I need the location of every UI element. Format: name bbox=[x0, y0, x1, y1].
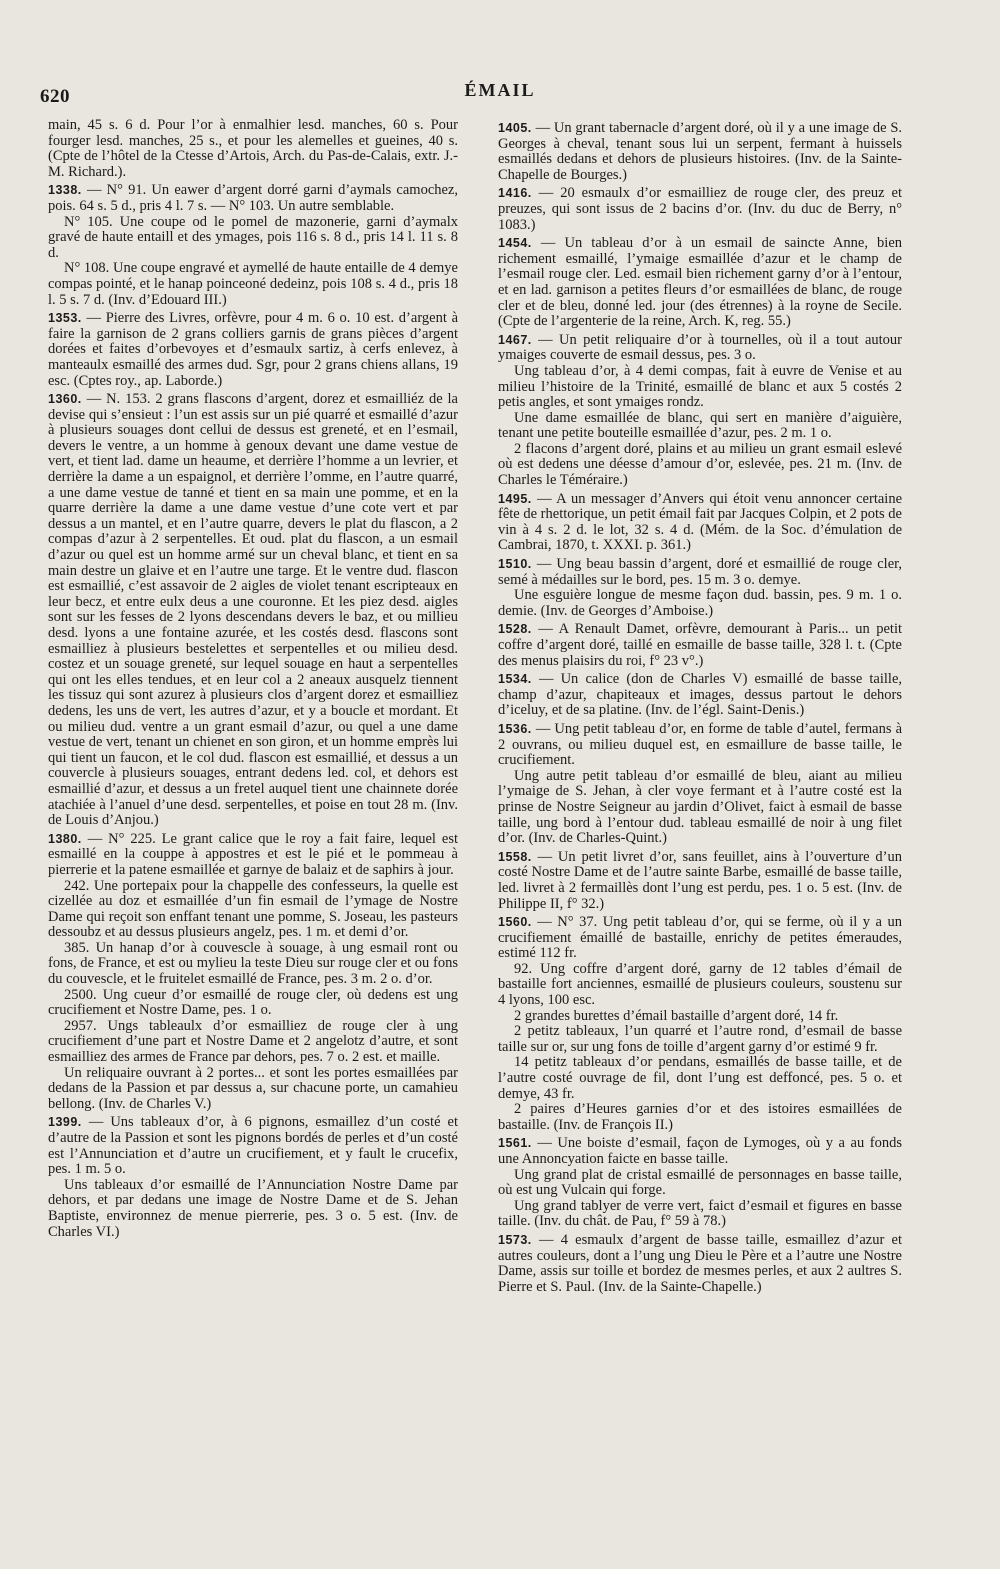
entry-year: 1561. bbox=[498, 1136, 532, 1151]
left-column bbox=[48, 118, 458, 1240]
running-title: ÉMAIL bbox=[464, 80, 536, 100]
entry-year: 1399. bbox=[48, 1115, 82, 1130]
entry-year: 1510. bbox=[498, 557, 532, 572]
entry-paragraph bbox=[498, 1102, 902, 1133]
entry-text: 2 grandes burettes d’émail bastaille d’argent doré, 14 fr. bbox=[514, 1007, 839, 1024]
entry-year: 1467. bbox=[498, 332, 532, 347]
entry-text: — 4 esmaulx d’argent de basse taille, esmaillez d’azur et autres couleurs, dont a l’ung ung Dieu le Père et a l’autre une Nostre Dame, assis sur toille et bordez de mesmes perles, et aux 2 aultres S. Pierre et S. Paul. (Inv. de la Sainte-Chapelle.) bbox=[498, 1231, 902, 1295]
entry-text: Une esguière longue de mesme façon dud. bassin, pes. 9 m. 1 o. demie. (Inv. de Georges d’Amboise.) bbox=[498, 587, 902, 619]
entry-text: Uns tableaux d’or esmaillé de l’Annunciation Nostre Dame par dehors, et par dedans une image de Nostre Dame et de S. Jehan Baptiste, environnez de menue pierrerie, pes. 3 o. 5 est. (Inv. de Charles VI.) bbox=[48, 1176, 458, 1240]
dated-entry bbox=[48, 311, 458, 389]
dated-entry bbox=[498, 121, 902, 183]
entry-paragraph bbox=[498, 962, 902, 1009]
entry-year: 1528. bbox=[498, 622, 532, 637]
entry-text: — N. 153. 2 grans flascons d’argent, dorez et esmailliéz de la devise qui s’ensieut : l’un est assis sur un pié quarré et esmaillé d’azur à plusieurs souages dont cellui de dessus est greneté, et en l’esmail, devers le ventre, a un homme à genoux devant une dame vestue de vert, et tient lad. dame un heaume, et derrière l’homme a un levrier, et derrière la dame a un espaignol, et derrière l’omme, en l’autre quarré, a une dame vestue de tanné et tient en sa main une pomme, et en la quarre derrière la dame a une dame vestue d’une cote vert et par dessus a un mantel, et en l’autre quarre, devers le plat du flascon, a 2 compas d’azur à 2 serpentelles. Et oud. plat du flascon, a un esmail d’azur ou quel est un homme armé sur un cheval blanc, et tient en sa main destre un glaive et en l’autre une targe. Et le ventre dud. flascon est esmaillié, c’est assavoir de 2 aigles de violet tenant escripteaux en leur becz, et entre eulx deus a une couronne. Et les piez desd. aigles sont sur les fesses de 2 lyons descendans devers le baz, et ou millieu desd. lyons a une fontaine azurée, et les costés desd. flascons sont esmailliez à plusieurs bestelettes et serpentelles et ou milieu desd. costez et un souage greneté, sur lequel souage en haut a serpentelles qui ont les elles tendues, et en leur col a 2 aneaux ausquelz tiennent les tissuz qui sont azurez à plusieurs clos d’argent dorez et esmailliez dedens, les uns de vert, les autres d’azur, et y a boucle et mordant. Et ou milieu dud. ventre a un grant esmail d’azur, ou quel a une dame vestue de vert, tenant un chienet en son giron, et un homme emprès lui qui tient un faucon, et le col dud. flascon est esmaillié, et dessus a un couvercle à plusieurs souages, entrant dedens led. col, et dehors est esmaillié d’azur, et dessus a un fretel auquel tient une chainnete dorée atachiée à l’anuel d’une desd. serpentelles, et poise en tout 28 m. (Inv. de Louis d’Anjou.) bbox=[48, 391, 458, 829]
dated-entry bbox=[498, 557, 902, 588]
entry-paragraph bbox=[48, 215, 458, 262]
entry-text: 2500. Ung cueur d’or esmaillé de rouge cler, où dedens est ung crucifiement et Nostre Dame, pes. 1 o. bbox=[48, 986, 458, 1019]
entry-paragraph bbox=[498, 1024, 902, 1055]
right-column bbox=[498, 118, 902, 1295]
dated-entry bbox=[498, 236, 902, 330]
dated-entry bbox=[498, 492, 902, 554]
dated-entry bbox=[48, 832, 458, 879]
entry-paragraph bbox=[498, 769, 902, 847]
entry-text: Ung tableau d’or, à 4 demi compas, fait à euvre de Venise et au milieu l’histoire de la Trinité, esmaillé de blanc et aux 5 costés 2 petis angles, et sont ymaiges rondz. bbox=[498, 362, 902, 411]
dated-entry bbox=[48, 392, 458, 829]
entry-text: 2957. Ungs tableaulx d’or esmailliez de rouge cler à ung crucifiement d’une part et Nostre Dame et 2 angelotz d’autre, et sont esmailliez des armes de France par dehors, pes. 7 o. 2 est. et maille. bbox=[48, 1017, 458, 1066]
dated-entry bbox=[48, 183, 458, 214]
entry-text: 92. Ung coffre d’argent doré, garny de 12 tables d’émail de bastaille fort anciennes, esmaillé de plusieurs couleurs, soustenu sur 4 lyons, 100 esc. bbox=[498, 960, 902, 1009]
entry-year: 1495. bbox=[498, 491, 532, 506]
page-number: 620 bbox=[40, 86, 70, 107]
entry-paragraph bbox=[48, 941, 458, 988]
entry-year: 1560. bbox=[498, 915, 532, 930]
entry-year: 1405. bbox=[498, 121, 532, 135]
entry-text: 2 flacons d’argent doré, plains et au milieu un grant esmail eslevé où est dedens une déesse d’amour d’or, eslevée, pes. 21 m. (Inv. de Charles le Téméraire.) bbox=[498, 440, 902, 489]
entry-text: 14 petitz tableaux d’or pendans, esmaillés de basse taille, et de l’autre costé ouvrage de fil, dont l’ung est deffoncé, pes. 5 o. et demye, 43 fr. bbox=[498, 1054, 902, 1102]
entry-paragraph bbox=[48, 1178, 458, 1240]
entry-text: — Un petit reliquaire d’or à tournelles, où il a tout autour ymaiges couverte de esmail dessus, pes. 3 o. bbox=[498, 331, 902, 364]
entry-text: — N° 225. Le grant calice que le roy a fait faire, lequel est esmaillé en la couppe à appostres et est le pié et le pommeau à pierrerie et la patene esmaillée et garnye de balaiz et de saphirs à jour. bbox=[48, 830, 458, 878]
entry-paragraph bbox=[498, 442, 902, 489]
entry-text: main, 45 s. 6 d. Pour l’or à enmalhier lesd. manches, 60 s. Pour fourger lesd. manches, 25 s., et pour les alemelles et gueines, 40 s. (Cpte de l’hôtel de la Ctesse d’Artois, Arch. du Pas-de-Calais, extr. J.-M. Richard.). bbox=[48, 117, 458, 180]
entry-text: — Un tableau d’or à un esmail de saincte Anne, bien richement esmaillé, l’ymaige esmaillée d’azur et le champ de l’esmail rouge cler. Led. esmail bien richement garny d’or à l’entour, et en lad. garnison a petites fleurs d’or esmaillées de blanc, de rouge cler et de bleu, donné led. jour (des étrennes) à la royne de Secile. (Cpte de l’argenterie de la reine, Arch. K, reg. 55.) bbox=[498, 235, 903, 330]
entry-text: — Pierre des Livres, orfèvre, pour 4 m. 6 o. 10 est. d’argent à faire la garnison de 2 grans colliers garnis de grans pièces d’argent dorées et faites d’orbevoyes et d’esmaulx sartiz, à cerfs enlevez, à manteaulx esmaillé des armes dud. Sgr, pour 2 grans chiens allans, 19 esc. (Cptes roy., ap. Laborde.) bbox=[48, 310, 459, 389]
entry-text: — Ung beau bassin d’argent, doré et esmaillié de rouge cler, semé à médailles sur le bord, pes. 15 m. 3 o. demye. bbox=[498, 556, 903, 588]
continued-paragraph bbox=[48, 118, 458, 180]
entry-year: 1534. bbox=[498, 672, 532, 687]
entry-text: — N° 37. Ung petit tableau d’or, qui se ferme, où il y a un crucifiement émaillé de bastaille, enrichy de petites émeraudes, estimé 112 fr. bbox=[498, 914, 902, 962]
entry-paragraph bbox=[48, 1019, 458, 1066]
entry-text: — Une boiste d’esmail, façon de Lymoges, où y a au fonds une Annoncyation faicte en basse taille. bbox=[498, 1135, 903, 1167]
dated-entry bbox=[498, 1233, 902, 1295]
entry-year: 1338. bbox=[48, 183, 82, 198]
entry-paragraph bbox=[48, 1066, 458, 1113]
entry-paragraph bbox=[498, 1055, 902, 1102]
entry-year: 1536. bbox=[498, 721, 532, 736]
entry-paragraph bbox=[48, 988, 458, 1019]
entry-text: 2 petitz tableaux, l’un quarré et l’autre rond, d’esmail de basse taille sur or, sur ung fons de toille d’argent garny d’or estimé 9 fr. bbox=[498, 1023, 902, 1055]
entry-text: — A un messager d’Anvers qui étoit venu annoncer certaine fête de rhettorique, un petit émail fait par Jacques Colpin, et 2 pots de vin à 4 s. 2 d. le lot, 32 s. 4 d. (Mém. de la Soc. d’émulation de Cambrai, 1870, t. XXXI. p. 361.) bbox=[498, 490, 903, 554]
entry-text: Un reliquaire ouvrant à 2 portes... et sont les portes esmaillées par dedans de la Passion et par dessus a, sur chacune porte, un camahieu bellong. (Inv. de Charles V.) bbox=[48, 1064, 458, 1112]
dated-entry bbox=[498, 672, 902, 719]
entry-paragraph bbox=[498, 411, 902, 442]
dated-entry bbox=[498, 1136, 902, 1167]
entry-text: Ung autre petit tableau d’or esmaillé de bleu, aiant au milieu l’ymaige de S. Jehan, à cler voye fermant et à l’autre costé est la prinse de Nostre Seigneur au jardin d’Olivet, faict à esmail de basse taille, ung bord à l’entour dud. tableau esmaillé de noir à ung filet d’or. (Inv. de Charles-Quint.) bbox=[498, 767, 902, 847]
entry-text: — N° 91. Un eawer d’argent dorré garni d’aymals camochez, pois. 64 s. 5 d., pris 4 l. 7 s. — N° 103. Un autre semblable. bbox=[48, 182, 459, 214]
entry-text: N° 105. Une coupe od le pomel de mazonerie, garni d’aymalx gravé de haute entaill et des ymages, pois 116 s. 8 d., pris 14 l. 11 s. 8 d. bbox=[48, 213, 458, 261]
dated-entry bbox=[498, 186, 902, 233]
entry-text: — Un petit livret d’or, sans feuillet, ains à l’ouverture d’un costé Nostre Dame et de l’autre sainte Barbe, esmaillé de basse taille, led. livret à 2 fermaillès dont l’ung est perdu, pes. 1 o. 5 est. (Inv. de Philippe II, f° 32.) bbox=[498, 848, 903, 912]
entry-text: — Un grant tabernacle d’argent doré, où il y a une image de S. Georges à cheval, tenant sous lui un serpent, fermant à huissels esmaillés dedans et dehors de plusieurs histoires. (Inv. de la Sainte-Chapelle de Bourges.) bbox=[498, 120, 903, 183]
entry-text: 2 paires d’Heures garnies d’or et des istoires esmaillées de bastaille. (Inv. de François II.) bbox=[498, 1101, 902, 1133]
dated-entry bbox=[498, 850, 902, 912]
entry-paragraph bbox=[48, 261, 458, 308]
entry-text: — Ung petit tableau d’or, en forme de table d’autel, fermans à 2 ouvrans, ou milieu duquel est, en esmaillure de basse taille, le crucifiement. bbox=[498, 720, 903, 769]
entry-paragraph bbox=[498, 1168, 902, 1199]
entry-year: 1573. bbox=[498, 1232, 532, 1247]
entry-text: 242. Une portepaix pour la chappelle des confesseurs, la quelle est cizellée au doz et esmaillée d’un fin esmail de l’ymage de Nostre Dame qui reçoit son enffant tenant une pomme, S. Joseau, les pasteurs dessoubz et au dessus plusieurs angelz, pes. 1 m. et demi d’or. bbox=[48, 877, 458, 941]
entry-text: N° 108. Une coupe engravé et aymellé de haute entaille de 4 demye compas pointé, et le hanap poinceoné dedeinz, pois 108 s. 4 d., pris 18 l. 5 s. 7 d. (Inv. d’Edouard III.) bbox=[48, 260, 458, 308]
entry-paragraph bbox=[498, 1009, 902, 1025]
entry-text: — A Renault Damet, orfèvre, demourant à Paris... un petit coffre d’argent doré, taillé en esmaille de basse taille, 328 l. t. (Cpte des menus plaisirs du roi, f° 23 v°.) bbox=[498, 621, 902, 669]
entry-year: 1380. bbox=[48, 831, 82, 846]
entry-paragraph bbox=[498, 1199, 902, 1230]
dated-entry bbox=[498, 333, 902, 364]
dated-entry bbox=[48, 1115, 458, 1177]
entry-text: 385. Un hanap d’or à couvescle à souage, à ung esmail ront ou fons, de France, et est ou mylieu la teste Dieu sur rouge cler et ou fons du couvescle, et le fruitelet esmaillé de France, pes. 3 m. 2 o. d’or. bbox=[48, 939, 458, 988]
entry-text: Ung grand plat de cristal esmaillé de personnages en basse taille, où est ung Vulcain qui forge. bbox=[498, 1166, 902, 1199]
entry-text: Ung grand tablyer de verre vert, faict d’esmail et figures en basse taille. (Inv. du chât. de Pau, f° 59 à 78.) bbox=[498, 1197, 902, 1230]
running-head bbox=[0, 80, 1000, 110]
entry-year: 1558. bbox=[498, 849, 532, 864]
entry-paragraph bbox=[498, 588, 902, 619]
entry-text: Une dame esmaillée de blanc, qui sert en manière d’aiguière, tenant une petite bouteille esmaillée d’azur, pes. 2 m. 1 o. bbox=[498, 409, 902, 442]
entry-year: 1416. bbox=[498, 186, 532, 201]
entry-text: — Uns tableaux d’or, à 6 pignons, esmaillez d’un costé et d’autre de la Passion et sont les pignons bordés de perles et d’un costé est l’Annunciation et d’autre un crucifiement, et y fault le crucefix, pes. 1 m. 5 o. bbox=[48, 1114, 459, 1178]
entry-year: 1454. bbox=[498, 236, 532, 251]
dated-entry bbox=[498, 915, 902, 962]
entry-year: 1353. bbox=[48, 311, 82, 326]
entry-year: 1360. bbox=[48, 392, 82, 407]
entry-paragraph bbox=[498, 364, 902, 411]
entry-text: — Un calice (don de Charles V) esmaillé de basse taille, champ d’azur, chapiteaux et images, dessus partout le dehors d’iceluy, et de sa platine. (Inv. de l’égl. Saint-Denis.) bbox=[498, 671, 903, 719]
entry-text: — 20 esmaulx d’or esmailliez de rouge cler, des preuz et preuzes, qui sont issus de 2 bacins d’or. (Inv. du duc de Berry, n° 1083.) bbox=[498, 185, 902, 233]
dated-entry bbox=[498, 622, 902, 669]
entry-paragraph bbox=[48, 879, 458, 941]
dated-entry bbox=[498, 722, 902, 769]
